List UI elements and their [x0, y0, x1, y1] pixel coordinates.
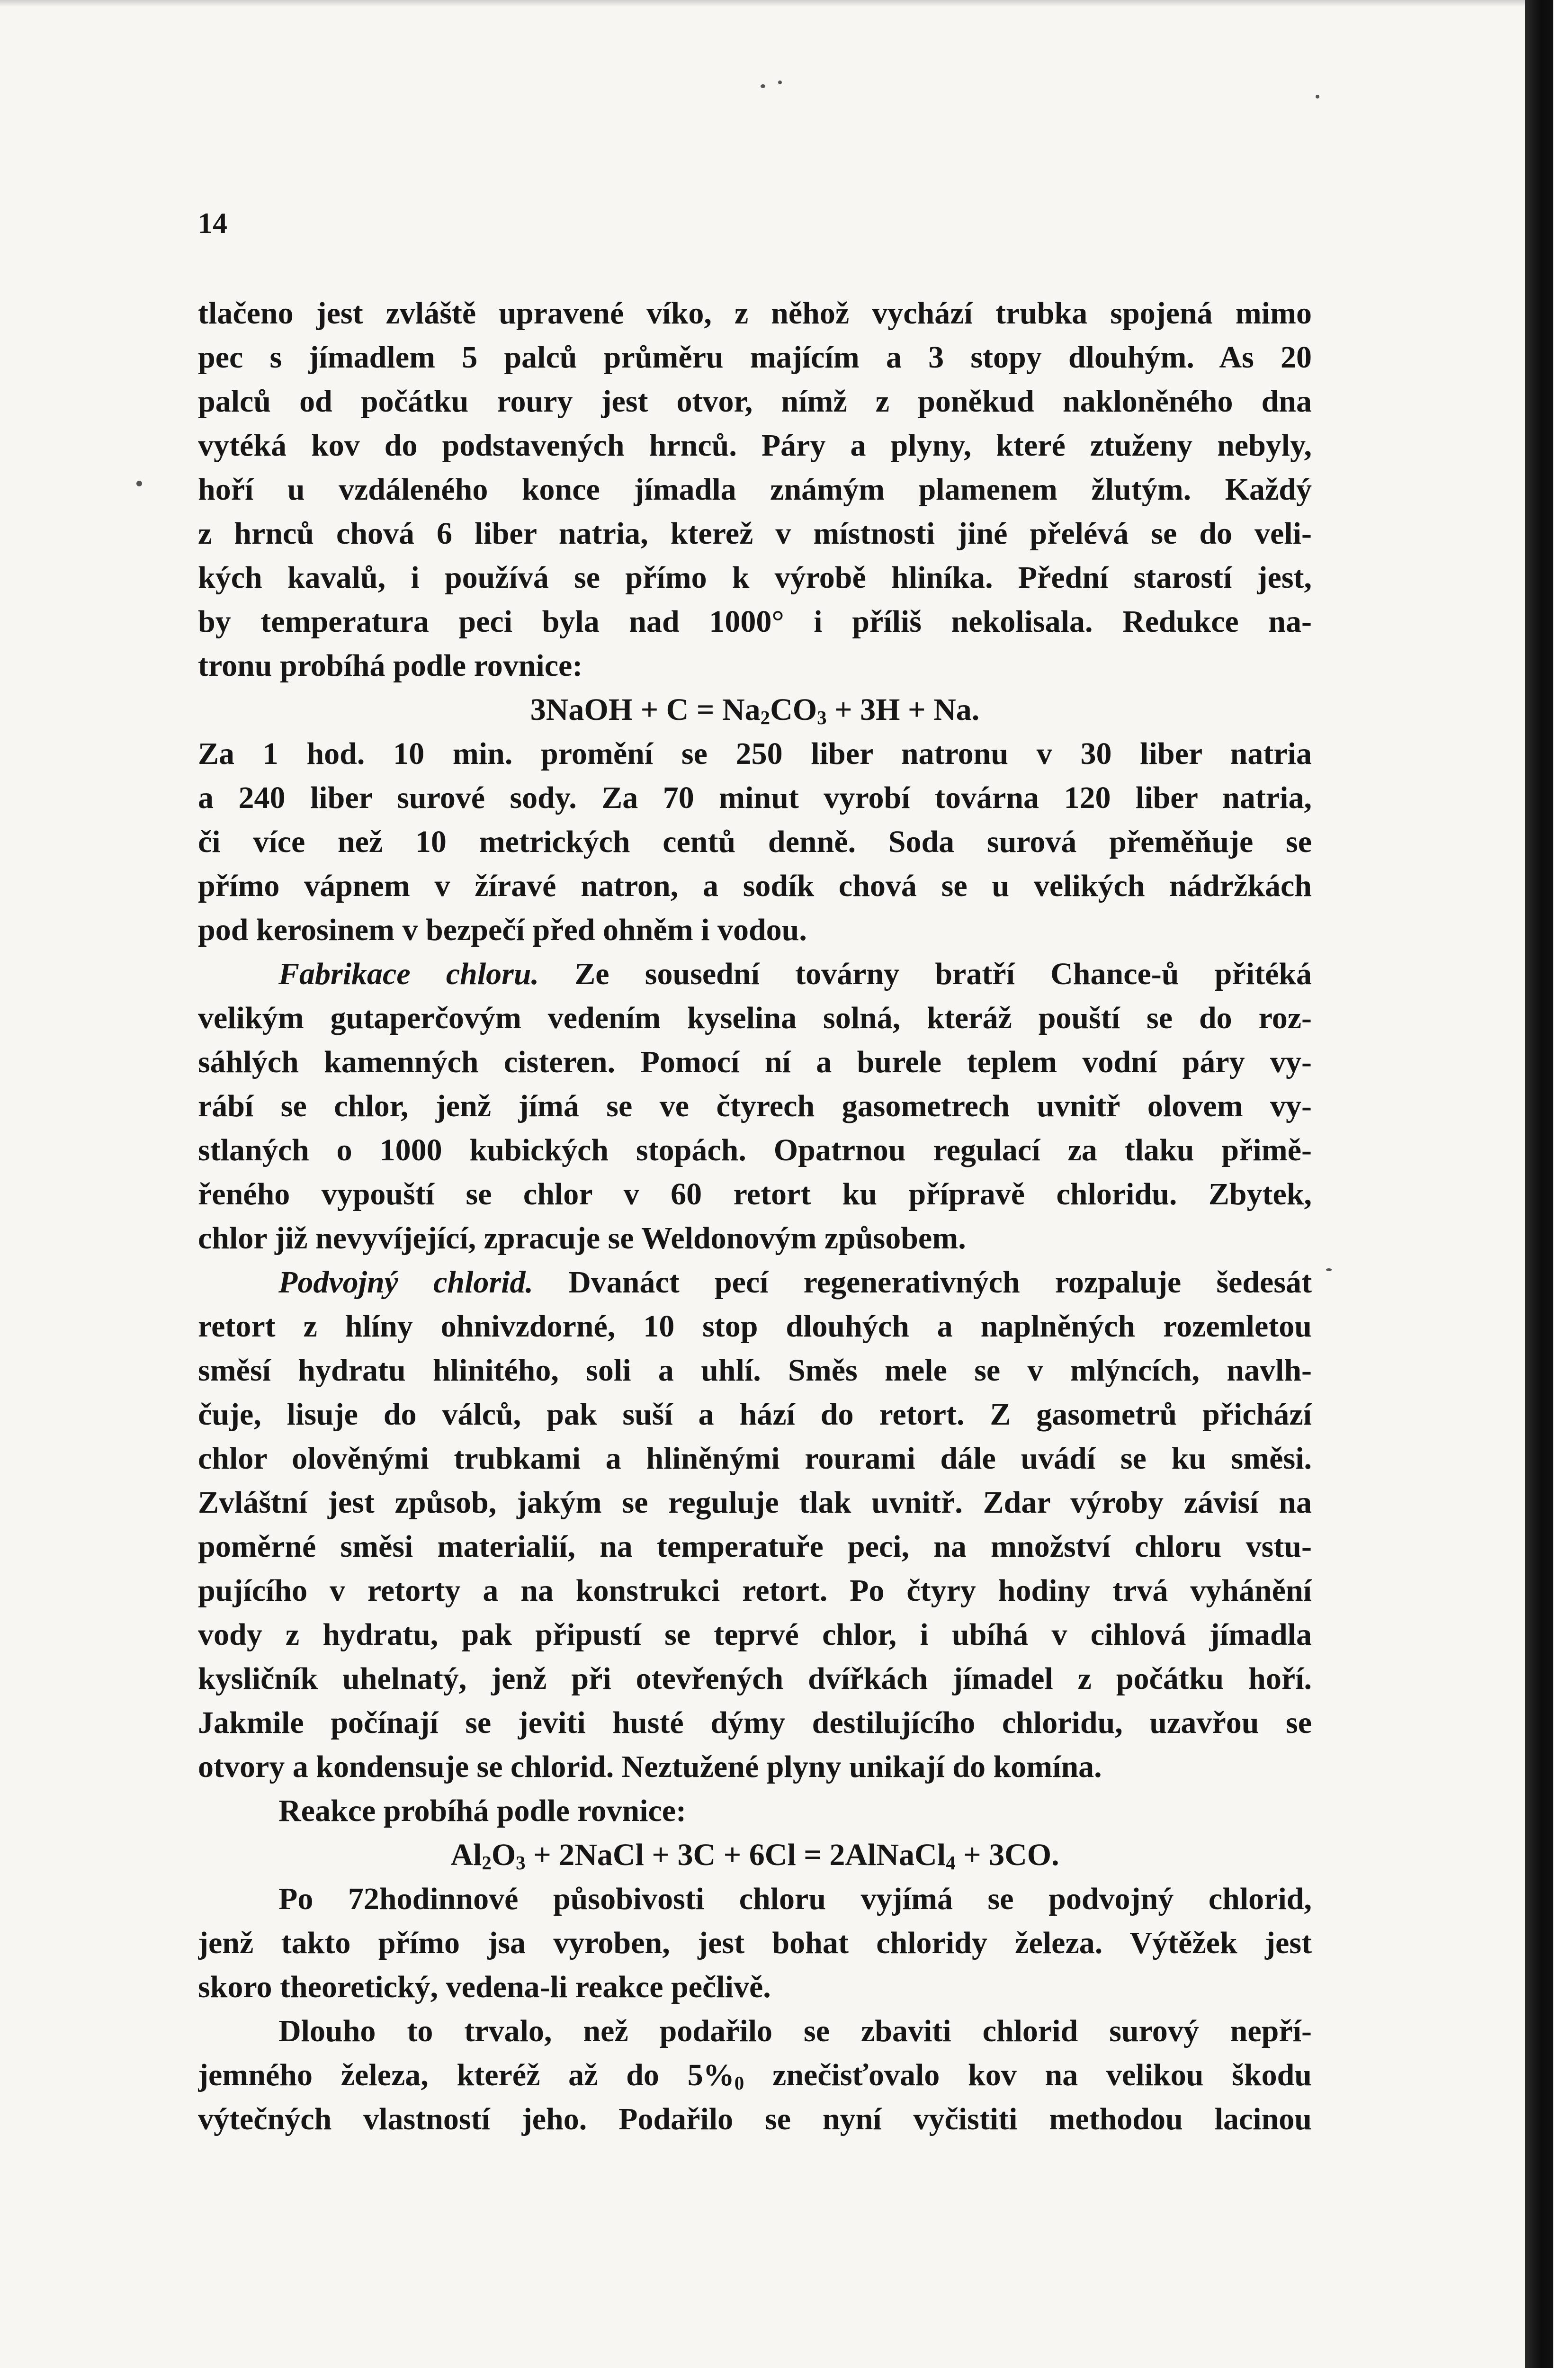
- text-line: přímo vápnem v žíravé natron, a sodík chová se u velikých nádržkách: [198, 869, 1312, 903]
- page-number: 14: [198, 207, 227, 240]
- equation-line: $Al_2O_3$ + 2NaCl + 3C + 6Cl = 2AlNaCl$_4$ + 3CO.: [450, 1838, 1059, 1874]
- text-line: tlačeno jest zvláště upravené víko, z něhož vychází trubka spojená mimo: [198, 296, 1312, 331]
- text-line: tronu probíhá podle rovnice:: [198, 648, 583, 683]
- text-line: Podvojný chlorid. Dvanáct pecí regenerativných rozpaluje šedesát: [278, 1265, 1312, 1300]
- text-line: jenž takto přímo jsa vyroben, jest bohat chloridy železa. Výtěžek jest: [198, 1926, 1312, 1960]
- text-line: kysličník uhelnatý, jenž při otevřených dvířkách jímadel z počátku hoří.: [198, 1661, 1312, 1696]
- text-line: Za 1 hod. 10 min. promění se 250 liber natronu v 30 liber natria: [198, 736, 1312, 771]
- text-line: chlor olověnými trubkami a hliněnými rourami dále uvádí se ku směsi.: [198, 1441, 1312, 1476]
- text-line: Fabrikace chloru. Ze sousední továrny bratří Chance-ů přitéká: [278, 957, 1312, 991]
- text-line: řeného vypouští se chlor v 60 retort ku přípravě chloridu. Zbytek,: [198, 1177, 1312, 1211]
- text-line: by temperatura peci byla nad 1000° i příliš nekolisala. Redukce na-: [198, 604, 1312, 639]
- text-line: Reakce probíhá podle rovnice:: [278, 1794, 687, 1828]
- text-line: hoří u vzdáleného konce jímadla známým plamenem žlutým. Každý: [198, 472, 1312, 507]
- text-line: otvory a kondensuje se chlorid. Neztužené plyny unikají do komína.: [198, 1749, 1102, 1784]
- text-line: pujícího v retorty a na konstrukci retort. Po čtyry hodiny trvá vyhánění: [198, 1573, 1312, 1608]
- text-line: Po 72hodinnové působivosti chloru vyjímá se podvojný chlorid,: [278, 1882, 1312, 1916]
- text-line: Jakmile počínají se jeviti husté dýmy destilujícího chloridu, uzavřou se: [198, 1705, 1312, 1740]
- text-line: sáhlých kamenných cisteren. Pomocí ní a burele teplem vodní páry vy-: [198, 1045, 1312, 1079]
- text-line: retort z hlíny ohnivzdorné, 10 stop dlouhých a naplněných rozemletou: [198, 1309, 1312, 1344]
- text-line: a 240 liber surové sody. Za 70 minut vyrobí továrna 120 liber natria,: [198, 780, 1312, 815]
- text-line: chlor již nevyvíjející, zpracuje se Weldonovým způsobem.: [198, 1221, 966, 1256]
- text-line: Zvláštní jest způsob, jakým se reguluje tlak uvnitř. Zdar výroby závisí na: [198, 1485, 1312, 1520]
- text-line: či více než 10 metrických centů denně. Soda surová přeměňuje se: [198, 825, 1312, 859]
- equation-line: 3NaOH + $C = Na_2CO_3 + 3H + Na$.: [530, 692, 980, 728]
- print-speck: [136, 481, 142, 486]
- text-line: jemného železa, kteréž až do $5\%_0$ znečisťovalo kov na velikou škodu: [198, 2058, 1312, 2094]
- print-speck: [1326, 1268, 1332, 1271]
- text-line: skoro theoretický, vedena-li reakce pečlivě.: [198, 1970, 771, 2004]
- print-speck: [761, 84, 765, 88]
- text-line: pod kerosinem v bezpečí před ohněm i vodou.: [198, 913, 807, 947]
- text-line: Dlouho to trvalo, než podařilo se zbaviti chlorid surový nepří-: [278, 2014, 1312, 2048]
- text-line: směsí hydratu hlinitého, soli a uhlí. Směs mele se v mlýncích, navlh-: [198, 1353, 1312, 1388]
- text-line: z hrnců chová 6 liber natria, kterež v místnosti jiné přelévá se do veli-: [198, 516, 1312, 551]
- text-line: výtečných vlastností jeho. Podařilo se nyní vyčistiti methodou lacinou: [198, 2102, 1312, 2136]
- text-line: stlaných o 1000 kubických stopách. Opatrnou regulací za tlaku přimě-: [198, 1133, 1312, 1167]
- print-speck: [778, 81, 782, 84]
- page-top-shadow: [0, 0, 1525, 7]
- text-line: vody z hydratu, pak připustí se teprvé chlor, i ubíhá v cihlová jímadla: [198, 1617, 1312, 1652]
- text-line: velikým gutaperčovým vedením kyselina solná, kteráž pouští se do roz-: [198, 1001, 1312, 1035]
- body-text: [198, 291, 1312, 2141]
- text-line: palců od počátku roury jest otvor, nímž z poněkud nakloněného dna: [198, 384, 1312, 419]
- text-line: poměrné směsi materialií, na temperatuře peci, na množství chloru vstu-: [198, 1529, 1312, 1564]
- scan-edge: [1525, 0, 1568, 2368]
- text-line: vytéká kov do podstavených hrnců. Páry a plyny, které ztuženy nebyly,: [198, 428, 1312, 463]
- text-line: čuje, lisuje do válců, pak suší a hází do retort. Z gasometrů přichází: [198, 1397, 1312, 1432]
- print-speck: [1316, 95, 1319, 99]
- text-line: kých kavalů, i používá se přímo k výrobě hliníka. Přední starostí jest,: [198, 560, 1312, 595]
- text-line: pec s jímadlem 5 palců průměru majícím a 3 stopy dlouhým. As 20: [198, 340, 1312, 375]
- text-line: rábí se chlor, jenž jímá se ve čtyrech gasometrech uvnitř olovem vy-: [198, 1089, 1312, 1123]
